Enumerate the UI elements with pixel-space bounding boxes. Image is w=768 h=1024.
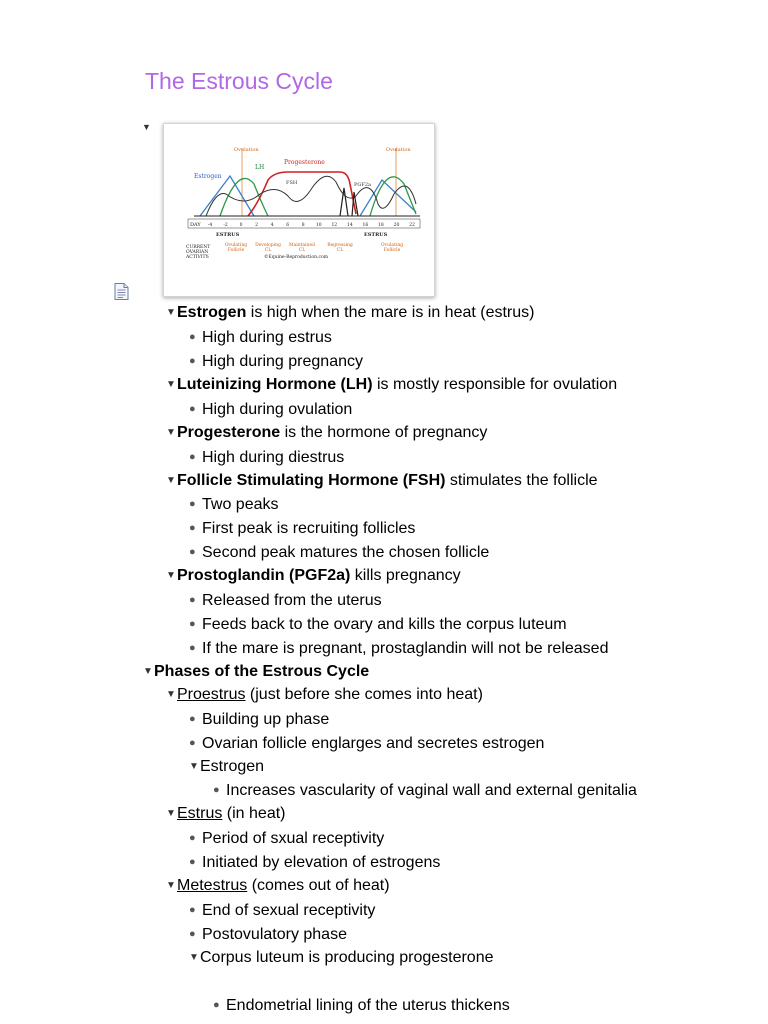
- day-tick-label: 4: [270, 223, 274, 228]
- list-item: ● Endometrial lining of the uterus thickens: [213, 997, 510, 1014]
- bullet-icon: ●: [213, 999, 220, 1011]
- bullet-icon: ●: [189, 832, 196, 844]
- ovarian-activity-label: Regressing: [327, 243, 353, 248]
- outline-item-estrus: ▼Estrus (in heat): [166, 805, 286, 822]
- bullet-icon: ●: [189, 355, 196, 367]
- day-tick-label: 8: [301, 223, 305, 228]
- day-ticks: [208, 222, 415, 228]
- day-tick-label: 18: [378, 223, 384, 228]
- bullet-icon: ●: [189, 904, 196, 916]
- estrogen-label: Estrogen: [194, 173, 222, 180]
- outline-item-fsh: ▼Follicle Stimulating Hormone (FSH) stimulates the follicle: [166, 472, 598, 489]
- day-tick-label: 20: [393, 223, 400, 228]
- list-item: ● High during pregnancy: [189, 353, 363, 370]
- collapse-triangle-icon[interactable]: ▼: [166, 427, 176, 438]
- list-item: ● Feeds back to the ovary and kills the corpus luteum: [189, 616, 567, 633]
- ovulation-label-right: Ovulation: [386, 147, 411, 153]
- collapse-triangle-icon[interactable]: ▼: [189, 761, 199, 772]
- bullet-icon: ●: [189, 451, 196, 463]
- day-tick-label: -2: [223, 223, 228, 228]
- outline-item-estrogen: ▼Estrogen is high when the mare is in heat (estrus): [166, 304, 535, 321]
- estrous-cycle-diagram: [163, 123, 435, 297]
- outline-item-pgf2a: ▼Prostoglandin (PGF2a) kills pregnancy: [166, 567, 461, 584]
- collapse-triangle-icon[interactable]: ▼: [166, 379, 176, 390]
- ovarian-activity-label: Ovulating: [224, 243, 248, 248]
- document-icon[interactable]: [114, 283, 129, 300]
- bullet-icon: ●: [189, 856, 196, 868]
- fsh-label: FSH: [286, 180, 298, 186]
- bullet-icon: ●: [189, 737, 196, 749]
- estrus-label-left: ESTRUS: [216, 232, 240, 238]
- day-tick-label: 14: [346, 223, 353, 228]
- list-item: ● Released from the uterus: [189, 592, 382, 609]
- bullet-icon: ●: [213, 784, 220, 796]
- day-tick-label: 16: [362, 223, 369, 228]
- collapse-triangle-icon[interactable]: ▼: [143, 666, 153, 677]
- ovulation-label-left: Ovulation: [234, 147, 259, 153]
- collapse-triangle-icon[interactable]: ▼: [166, 689, 176, 700]
- collapse-triangle-icon[interactable]: ▼: [166, 475, 176, 486]
- pgf2a-label: PGF2a: [354, 182, 371, 188]
- ovarian-activities: [225, 242, 403, 253]
- bullet-icon: ●: [189, 546, 196, 558]
- list-item: ● Initiated by elevation of estrogens: [189, 854, 441, 871]
- day-tick-label: 10: [315, 223, 322, 228]
- list-item: ● Two peaks: [189, 496, 279, 513]
- ovarian-activity-label: CL: [336, 248, 344, 253]
- page-title: The Estrous Cycle: [145, 68, 333, 94]
- list-item: ● Postovulatory phase: [189, 926, 347, 943]
- list-item: ● Period of sxual receptivity: [189, 830, 385, 847]
- list-item: ● Increases vascularity of vaginal wall and external genitalia: [213, 782, 637, 799]
- list-item: ● End of sexual receptivity: [189, 902, 376, 919]
- collapse-triangle-icon[interactable]: ▼: [166, 307, 176, 318]
- ovarian-activity-label: CL: [298, 248, 306, 253]
- list-item: ● Second peak matures the chosen follicle: [189, 544, 490, 561]
- outline-item-phases: ▼Phases of the Estrous Cycle: [143, 663, 370, 680]
- list-item: ▼Corpus luteum is producing progesterone: [189, 949, 494, 966]
- collapse-triangle-icon[interactable]: ▼: [189, 952, 199, 963]
- bullet-icon: ●: [189, 331, 196, 343]
- outline-item-lh: ▼Luteinizing Hormone (LH) is mostly responsible for ovulation: [166, 376, 618, 393]
- outline-item-proestrus: ▼Proestrus (just before she comes into heat): [166, 686, 483, 703]
- bullet-icon: ●: [189, 618, 196, 630]
- ovarian-label: OVARIAN: [186, 250, 209, 255]
- activity-label: ACTIVITY:: [186, 255, 210, 260]
- day-tick-label: 2: [255, 223, 259, 228]
- collapse-triangle-icon[interactable]: ▼: [166, 880, 176, 891]
- bullet-icon: ●: [189, 594, 196, 606]
- list-item: ● Ovarian follicle englarges and secretes estrogen: [189, 735, 545, 752]
- ovarian-activity-label: CL: [264, 248, 272, 253]
- progesterone-label: Progesterone: [284, 159, 325, 166]
- day-tick-label: 12: [331, 223, 338, 228]
- list-item: ● High during estrus: [189, 329, 332, 346]
- outline-item-metestrus: ▼Metestrus (comes out of heat): [166, 877, 390, 894]
- estrus-label-right: ESTRUS: [364, 232, 388, 238]
- ovarian-activity-label: Maintained: [288, 243, 316, 248]
- list-item: ● Building up phase: [189, 711, 330, 728]
- copyright-text: ©Equine-Reproduction.com: [264, 255, 328, 260]
- bullet-icon: ●: [189, 642, 196, 654]
- ovarian-activity-label: Follicle: [227, 248, 245, 253]
- collapse-triangle-icon[interactable]: ▼: [166, 570, 176, 581]
- day-tick-label: -4: [207, 223, 213, 228]
- day-axis-label: DAY: [190, 222, 201, 228]
- list-item: ● High during diestrus: [189, 449, 345, 466]
- bullet-icon: ●: [189, 522, 196, 534]
- ovarian-activity-label: Ovulating: [380, 243, 404, 248]
- collapse-triangle-icon[interactable]: ▼: [142, 122, 151, 132]
- list-item: ● If the mare is pregnant, prostaglandin will not be released: [189, 640, 609, 657]
- ovarian-activity-label: Follicle: [383, 248, 401, 253]
- bullet-icon: ●: [189, 498, 196, 510]
- ovarian-activity-label: Developing: [255, 243, 281, 248]
- lh-label: LH: [255, 164, 265, 171]
- day-tick-label: 6: [286, 223, 290, 228]
- list-item: ▼Estrogen: [189, 758, 265, 775]
- bullet-icon: ●: [189, 403, 196, 415]
- bullet-icon: ●: [189, 928, 196, 940]
- current-label: CURRENT: [186, 245, 211, 250]
- list-item: ● First peak is recruiting follicles: [189, 520, 416, 537]
- day-tick-label: 0: [239, 223, 243, 228]
- list-item: ● High during ovulation: [189, 401, 353, 418]
- outline-item-progesterone: ▼Progesterone is the hormone of pregnancy: [166, 424, 488, 441]
- day-tick-label: 22: [409, 223, 415, 228]
- bullet-icon: ●: [189, 713, 196, 725]
- collapse-triangle-icon[interactable]: ▼: [166, 808, 176, 819]
